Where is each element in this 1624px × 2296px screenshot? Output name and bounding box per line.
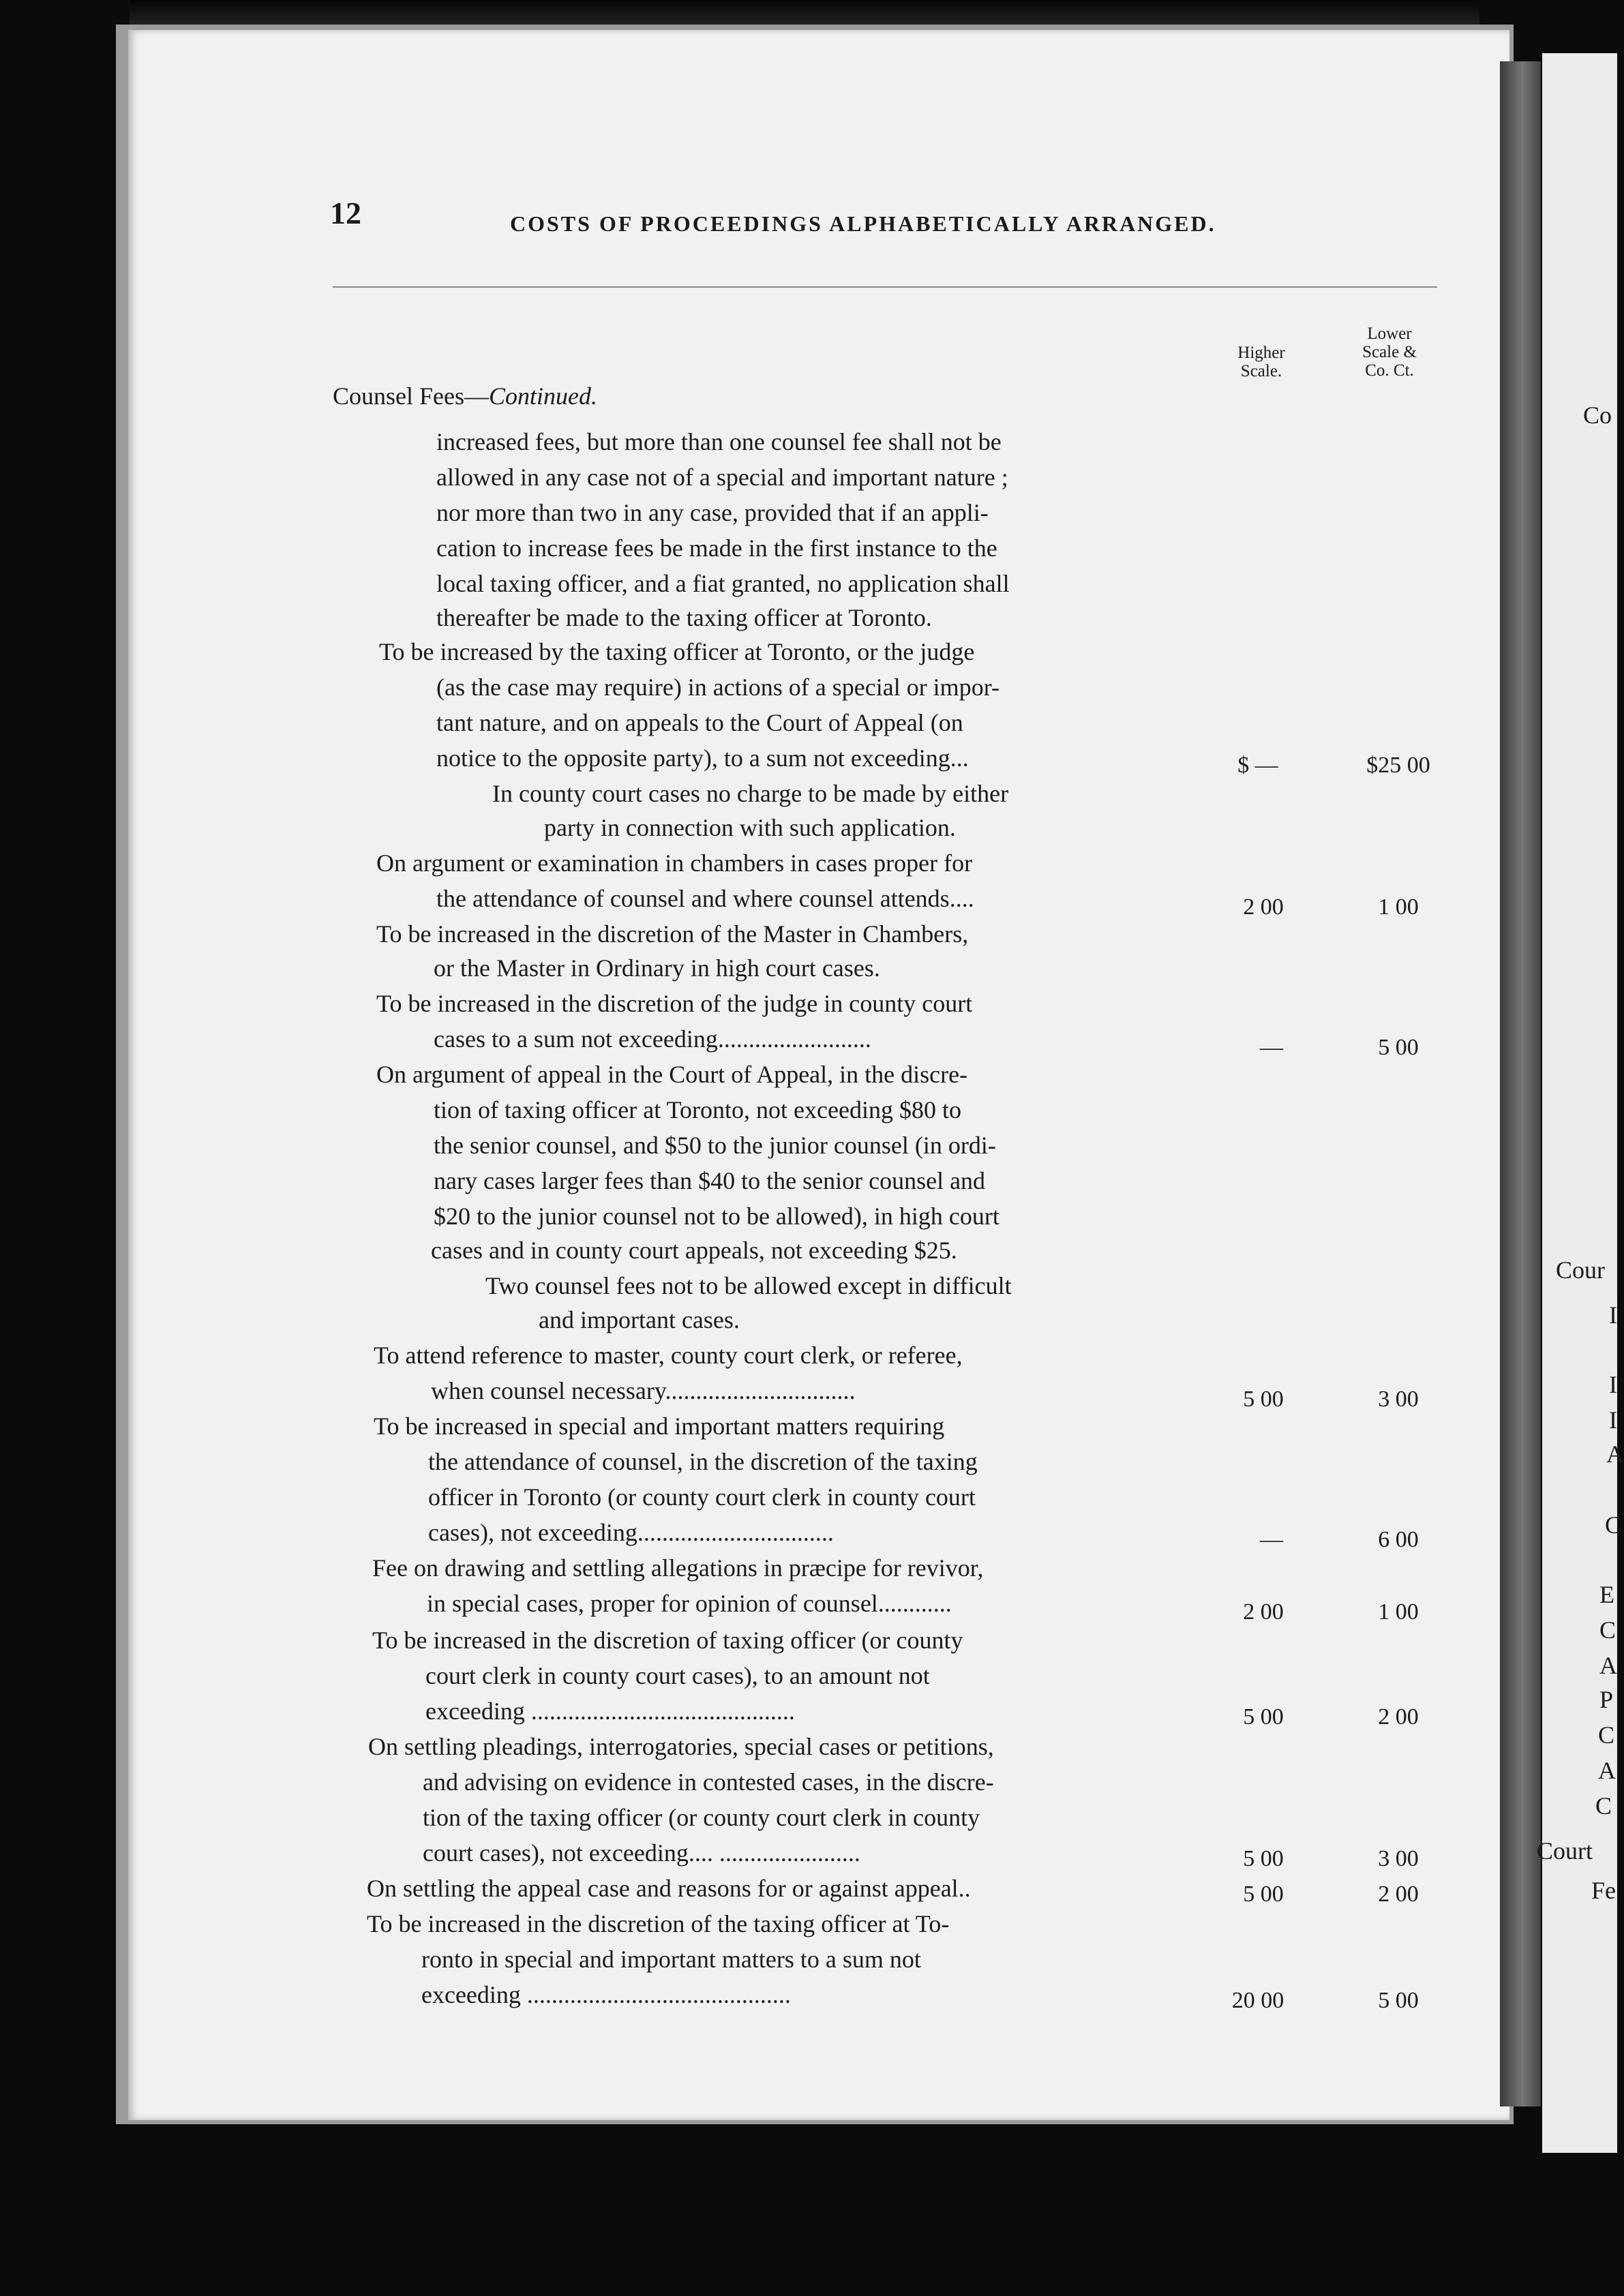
text-line: the senior counsel, and $50 to the junior counsel (in ordi- [434,1132,996,1159]
facing-page-text: Cour [1556,1256,1605,1284]
higher-amount: 2 00 [1243,894,1284,920]
lower-scale-header-line: Co. Ct. [1365,361,1414,380]
lower-amount: 2 00 [1378,1882,1419,1907]
facing-page-text: A [1599,1652,1617,1679]
higher-amount: 5 00 [1243,1846,1284,1871]
text-line: thereafter be made to the taxing officer at Toronto. [436,604,932,631]
text-line: local taxing officer, and a fiat granted, no application shall [436,570,1010,597]
text-line: nary cases larger fees than $40 to the senior counsel and [434,1167,986,1194]
facing-page-text: C [1595,1792,1612,1819]
text-line: tant nature, and on appeals to the Court of Appeal (on [436,709,963,736]
text-line: the attendance of counsel and where counsel attends.... [436,885,974,912]
higher-amount: 5 00 [1243,1387,1284,1412]
text-line: exceeding ........................................... [425,1697,795,1725]
facing-page-text: I [1609,1406,1617,1434]
text-line: To be increased in the discretion of the Master in Chambers, [376,920,969,948]
lower-amount: 5 00 [1378,1988,1419,2013]
lower-scale-header-line: Lower [1367,324,1412,343]
lower-amount: 3 00 [1378,1387,1419,1412]
text-line: tion of taxing officer at Toronto, not exceeding $80 to [434,1096,961,1123]
book-gutter [1500,61,1541,2106]
text-line: cases), not exceeding................................ [428,1519,834,1546]
higher-scale-header-line: Higher [1237,344,1285,362]
higher-amount: 20 00 [1231,1988,1284,2013]
section-heading [333,382,597,410]
higher-amount: 5 00 [1243,1704,1284,1729]
running-head: COSTS OF PROCEEDINGS ALPHABETICALLY ARRANGED. [510,211,1216,236]
text-line: (as the case may require) in actions of a special or impor- [436,674,999,701]
facing-page-text: A [1606,1440,1624,1468]
text-line: increased fees, but more than one counsel fee shall not be [436,428,1002,455]
lower-amount: 3 00 [1378,1846,1419,1871]
text-line: On argument or examination in chambers in cases proper for [376,849,973,877]
higher-amount: 5 00 [1243,1882,1284,1907]
lower-amount: 5 00 [1378,1035,1419,1060]
text-line: To be increased in the discretion of the taxing officer at To- [367,1910,950,1937]
text-line: the attendance of counsel, in the discretion of the taxing [428,1448,978,1475]
page-number: 12 [330,196,361,230]
text-line: cases and in county court appeals, not exceeding $25. [431,1237,957,1264]
higher-amount: $ — [1237,753,1278,778]
facing-page-text: I [1609,1301,1617,1329]
lower-amount: 1 00 [1378,894,1419,920]
text-line: and advising on evidence in contested cases, in the discre- [423,1768,994,1796]
lower-scale-header-line: Scale & [1362,343,1417,361]
text-line: $20 to the junior counsel not to be allowed), in high court [434,1203,999,1230]
text-line: Two counsel fees not to be allowed except in difficult [485,1272,1012,1299]
lower-amount: $25 00 [1366,753,1430,778]
facing-page-text: Fe [1591,1877,1616,1904]
lower-amount: 1 00 [1378,1599,1419,1625]
facing-page-text: A [1598,1757,1616,1784]
facing-page-text: C [1599,1616,1617,1644]
higher-amount: 2 00 [1243,1599,1284,1625]
lower-scale-header [1335,324,1444,380]
text-line: To attend reference to master, county court clerk, or referee, [374,1342,963,1369]
text-line: cases to a sum not exceeding......................... [434,1025,871,1053]
text-line: On settling pleadings, interrogatories, special cases or petitions, [368,1733,994,1760]
higher-scale-header-line: Scale. [1240,362,1282,380]
text-line: In county court cases no charge to be made by either [492,780,1009,807]
text-line: court cases), not exceeding.... ....................... [423,1839,860,1867]
text-line: To be increased in the discretion of the judge in county court [376,990,973,1017]
lower-amount: 2 00 [1378,1704,1419,1729]
text-line: tion of the taxing officer (or county court clerk in county [423,1804,980,1831]
text-line: On argument of appeal in the Court of Appeal, in the discre- [376,1061,968,1088]
text-line: To be increased in the discretion of taxing officer (or county [372,1627,963,1654]
facing-page-text: E [1599,1581,1614,1608]
lower-amount: 6 00 [1378,1527,1419,1552]
facing-page-text: C [1598,1721,1615,1749]
text-line: Fee on drawing and settling allegations in præcipe for revivor, [372,1554,984,1582]
text-line: court clerk in county court cases), to an amount not [425,1662,930,1689]
text-line: To be increased in special and important matters requiring [374,1413,945,1440]
text-line: On settling the appeal case and reasons for or against appeal.. [367,1875,971,1902]
text-line: and important cases. [539,1306,740,1333]
higher-scale-header [1207,344,1316,380]
text-line: in special cases, proper for opinion of counsel............ [427,1590,952,1617]
section-continued: Continued. [489,382,597,410]
higher-amount: — [1260,1527,1283,1552]
facing-page-text: Court [1537,1837,1593,1864]
text-line: notice to the opposite party), to a sum not exceeding... [436,744,969,772]
text-line: officer in Toronto (or county court clerk in county court [428,1483,976,1511]
text-line: or the Master in Ordinary in high court cases. [434,954,880,982]
text-line: exceeding ........................................... [421,1981,791,2008]
facing-page-text: I [1609,1371,1617,1398]
text-line: allowed in any case not of a special and important nature ; [436,464,1008,491]
text-line: party in connection with such application. [544,814,956,841]
higher-amount: — [1260,1035,1283,1060]
text-line: ronto in special and important matters to a sum not [421,1946,921,1973]
facing-page-text: P [1599,1686,1614,1713]
text-line: nor more than two in any case, provided that if an appli- [436,499,989,526]
facing-page-text: Co [1583,402,1612,429]
section-title: Counsel Fees— [333,382,489,410]
text-line: To be increased by the taxing officer at Toronto, or the judge [379,638,975,665]
text-line: cation to increase fees be made in the first instance to the [436,534,997,562]
facing-page-text: C [1605,1511,1622,1539]
header-rule [333,286,1437,288]
text-line: when counsel necessary............................... [431,1377,856,1404]
